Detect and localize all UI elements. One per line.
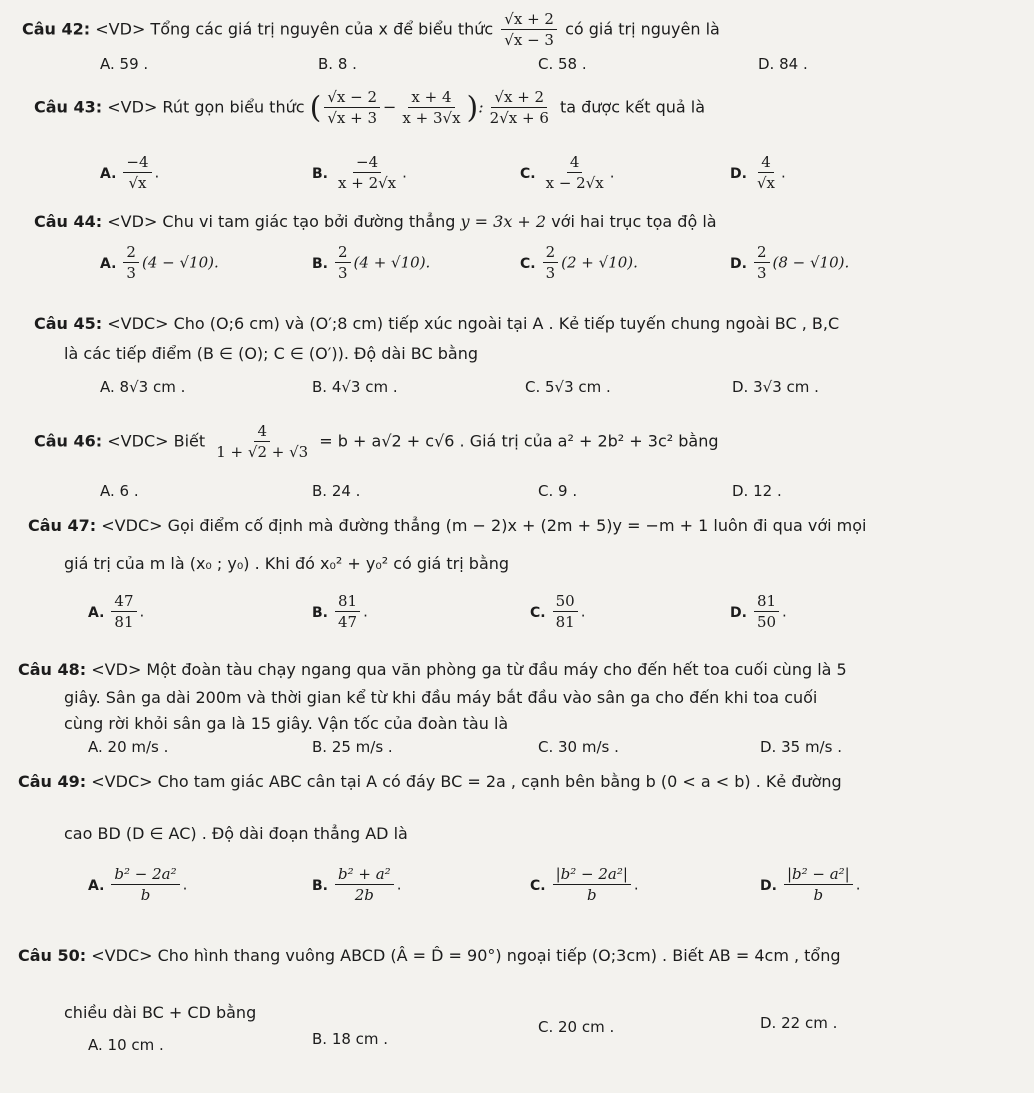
question-text: <VDC> Cho (O;6 cm) và (O′;8 cm) tiếp xúc ngoài tại A . Kẻ tiếp tuyến chung ngoài BC , B,C [107, 314, 840, 333]
option-b[interactable]: B. $\frac{2}{3}$ (4 + √10). [312, 243, 431, 282]
question-text: <VD> Chu vi tam giác tạo bởi đường thẳng [107, 212, 456, 231]
option-a[interactable]: A. $\frac{2}{3}$ (4 − √10). [100, 243, 219, 282]
option-d[interactable]: D. 84 . [758, 55, 808, 73]
question-text: <VDC> Gọi điểm cố định mà đường thẳng (m − 2)x + (2m + 5)y = −m + 1 luôn đi qua với mọi [101, 516, 867, 535]
question-text-line3: cùng rời khỏi sân ga là 15 giây. Vận tốc của đoàn tàu là [64, 714, 509, 733]
question-50 [18, 946, 841, 965]
option-d[interactable]: D. 3√3 cm . [732, 378, 819, 396]
question-44 [34, 212, 717, 231]
question-text-line2: cao BD (D ∈ AC) . Độ dài đoạn thẳng AD là [64, 824, 408, 843]
question-48 [18, 660, 847, 679]
option-c[interactable]: C. 5√3 cm . [525, 378, 611, 396]
question-text: <VD> Rút gọn biểu thức [107, 97, 305, 117]
fraction: $\frac{√x + 2}{2√x + 6}$ [489, 88, 549, 127]
option-b[interactable]: B. 18 cm . [312, 1030, 389, 1048]
option-c[interactable]: C. $\frac{4}{x - 2√x}$ . [520, 153, 615, 192]
question-tail: với hai trục tọa độ là [551, 212, 717, 231]
option-d[interactable]: D. $\frac{4}{√x}$ . [730, 153, 786, 192]
question-text: <VD> Một đoàn tàu chạy ngang qua văn phòng ga từ đầu máy cho đến hết toa cuối cùng là 5 [91, 660, 847, 679]
question-number: Câu 46: [34, 431, 103, 451]
question-number: Câu 47: [28, 516, 97, 535]
option-d[interactable]: D. 22 cm . [760, 1014, 838, 1032]
question-number: Câu 48: [18, 660, 87, 679]
question-46 [34, 422, 719, 462]
option-a[interactable]: A. 6 . [100, 482, 139, 500]
question-47 [28, 516, 866, 535]
question-text: <VDC> Biết [107, 431, 206, 451]
option-d[interactable]: D. $\frac{81}{50}$ . [730, 592, 787, 631]
question-42 [22, 10, 720, 50]
option-c[interactable]: C. 30 m/s . [538, 738, 619, 756]
question-text: <VDC> Cho tam giác ABC cân tại A có đáy BC = 2a , cạnh bên bằng b (0 < a < b) . Kẻ đường [91, 772, 842, 791]
question-tail: ta được kết quả là [559, 97, 706, 117]
option-a[interactable]: A. 59 . [100, 55, 149, 73]
option-a[interactable]: A. 20 m/s . [88, 738, 169, 756]
question-43: Câu 43: <VD> Rút gọn biểu thức ( $\frac{√x - 2}{√x + 3}$ − $\frac{x + 4}{x + 3√x}$ ): $\frac{√x + 2}{2√x + 6}$ ta được kết quả là [34, 88, 706, 127]
option-a[interactable]: A. 10 cm . [88, 1036, 164, 1054]
option-b[interactable]: B. 24 . [312, 482, 361, 500]
fraction: $\frac{√x + 2}{√x - 3}$ [501, 10, 557, 50]
question-tail: có giá trị nguyên là [565, 19, 720, 39]
option-b[interactable]: B. $\frac{\text{b² + a²}}{2b}$ . [312, 865, 402, 904]
question-number: Câu 44: [34, 212, 103, 231]
question-number: Câu 45: [34, 314, 103, 333]
question-number: Câu 42: [22, 19, 91, 39]
fraction: $\frac{√x - 2}{√x + 3}$ [324, 88, 380, 128]
question-text-line2: chiều dài BC + CD bằng [64, 1003, 257, 1022]
fraction: $\frac{x + 4}{x + 3√x}$ [402, 88, 461, 127]
option-b[interactable]: B. 8 . [318, 55, 357, 73]
option-c[interactable]: C. $\frac{50}{81}$ . [530, 592, 586, 631]
question-text-line2: giây. Sân ga dài 200m và thời gian kể từ khi đầu máy bắt đầu vào sân ga cho đến khi toa cuối [64, 688, 818, 707]
option-b[interactable]: B. $\frac{81}{47}$ . [312, 592, 368, 631]
option-a[interactable]: A. $\frac{-4}{√x}$ . [100, 153, 160, 192]
option-c[interactable]: C. 9 . [538, 482, 578, 500]
option-b[interactable]: B. $\frac{-4}{x + 2√x}$ . [312, 153, 407, 192]
option-c[interactable]: C. $\frac{\text{|b² − 2a²|}}{b}$ . [530, 865, 639, 904]
question-text: <VD> Tổng các giá trị nguyên của x để biểu thức [95, 19, 494, 39]
option-d[interactable]: D. $\frac{2}{3}$ (8 − √10). [730, 243, 850, 282]
option-c[interactable]: C. 58 . [538, 55, 587, 73]
option-d[interactable]: D. 12 . [732, 482, 782, 500]
option-a[interactable]: A. $\frac{\text{b² − 2a²}}{b}$ . [88, 865, 188, 904]
equation: y = 3x + 2 [460, 212, 547, 231]
option-c[interactable]: C. 20 cm . [538, 1018, 615, 1036]
option-b[interactable]: B. 25 m/s . [312, 738, 393, 756]
option-a[interactable]: A. $\frac{47}{81}$ . [88, 592, 145, 631]
option-d[interactable]: D. $\frac{\text{|b² − a²|}}{b}$ . [760, 865, 861, 904]
option-d[interactable]: D. 35 m/s . [760, 738, 842, 756]
option-c[interactable]: C. $\frac{2}{3}$ (2 + √10). [520, 243, 638, 282]
question-tail: = b + a√2 + c√6 . Giá trị của a² + 2b² + 3c² bằng [319, 431, 719, 451]
question-49 [18, 772, 842, 791]
option-a[interactable]: A. 8√3 cm . [100, 378, 186, 396]
question-text-line2: giá trị của m là (x₀ ; y₀) . Khi đó x₀² + y₀² có giá trị bằng [64, 554, 510, 573]
question-number: Câu 43: [34, 97, 103, 117]
question-text-line2: là các tiếp điểm (B ∈ (O); C ∈ (O′)). Độ dài BC bằng [64, 344, 479, 363]
question-number: Câu 50: [18, 946, 87, 965]
question-number: Câu 49: [18, 772, 87, 791]
question-45 [34, 314, 839, 333]
fraction: $\frac{4}{1 + √2 + √3}$ [216, 422, 309, 461]
option-b[interactable]: B. 4√3 cm . [312, 378, 398, 396]
question-text: <VDC> Cho hình thang vuông ABCD (Â = D̂ = 90°) ngoại tiếp (O;3cm) . Biết AB = 4cm , tổng [91, 946, 841, 965]
